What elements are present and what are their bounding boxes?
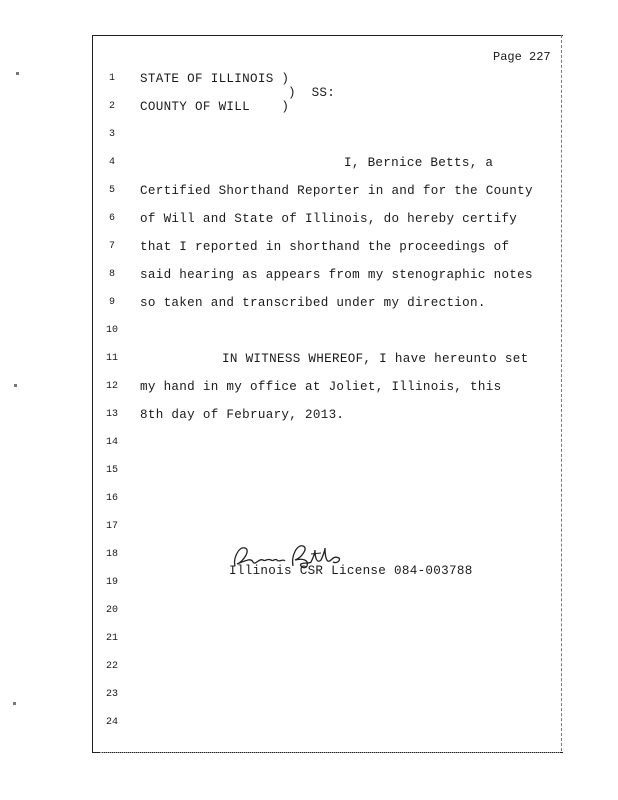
line-number: 1 (108, 73, 115, 84)
page-number: Page 227 (493, 50, 551, 64)
line-number: 12 (105, 381, 118, 392)
line-number: 23 (105, 689, 118, 700)
line-number: 8 (108, 269, 115, 280)
line-number: 22 (105, 661, 118, 672)
page-bottom-edge (100, 752, 560, 753)
line-number: 11 (105, 353, 118, 364)
line-number: 9 (108, 297, 115, 308)
line-1-ss-text: ) SS: (288, 86, 336, 100)
line-number: 17 (105, 521, 118, 532)
scan-speck (16, 72, 19, 75)
line-number: 13 (105, 409, 118, 420)
line-9-text: so taken and transcribed under my direction. (140, 296, 486, 310)
line-number: 14 (105, 437, 118, 448)
line-11-text: IN WITNESS WHEREOF, I have hereunto set (222, 352, 529, 366)
line-number: 6 (108, 213, 115, 224)
scan-speck (13, 702, 16, 705)
line-number: 4 (108, 157, 115, 168)
line-2-text: COUNTY OF WILL ) (140, 100, 290, 114)
line-number: 2 (108, 101, 115, 112)
handwritten-signature (229, 536, 349, 576)
line-number: 19 (105, 577, 118, 588)
line-number: 18 (105, 549, 118, 560)
line-number: 21 (105, 633, 118, 644)
scan-speck (14, 384, 17, 387)
line-number: 3 (108, 129, 115, 140)
line-18-license-text: Illinois CSR License 084-003788 (229, 564, 473, 578)
line-6-text: of Will and State of Illinois, do hereby certify (140, 212, 518, 226)
line-number: 15 (105, 465, 118, 476)
line-13-text: 8th day of February, 2013. (140, 408, 345, 422)
line-7-text: that I reported in shorthand the proceedings of (140, 240, 510, 254)
line-1-text: STATE OF ILLINOIS ) (140, 72, 290, 86)
line-number: 10 (105, 325, 118, 336)
page-right-edge (561, 35, 562, 751)
line-8-text: said hearing as appears from my stenographic notes (140, 268, 533, 282)
line-12-text: my hand in my office at Joliet, Illinois, this (140, 380, 502, 394)
line-5-text: Certified Shorthand Reporter in and for the County (140, 184, 533, 198)
line-number: 5 (108, 185, 115, 196)
line-number: 24 (105, 717, 118, 728)
line-number: 16 (105, 493, 118, 504)
transcript-page-frame (92, 35, 563, 753)
line-4-text: I, Bernice Betts, a (344, 156, 494, 170)
line-number: 7 (108, 241, 115, 252)
line-number: 20 (105, 605, 118, 616)
